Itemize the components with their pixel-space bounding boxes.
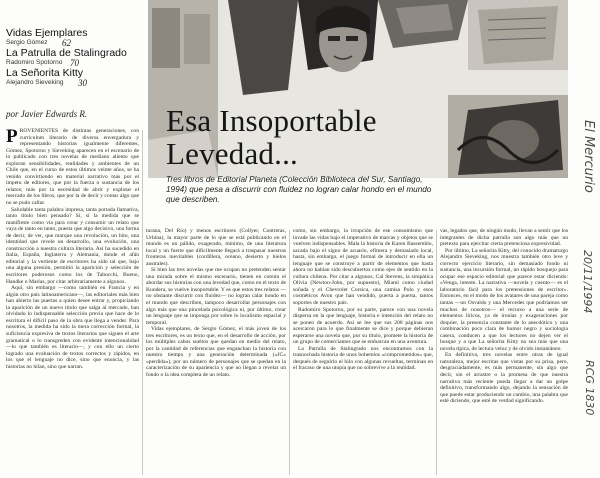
article-column-1 [6,128,139,475]
margin-code: RCG 1830 [583,360,596,416]
drop-cap: P [6,128,18,147]
handwritten-price: 70 [70,58,79,68]
article-headline [166,104,377,170]
paragraph: Aquí, sin embargo —como también en Francia y en algún otro país latinoamericano—, las editoriales más bien han abierto las puertas a quien desee entrar y, propiciando la aparición de un nuevo titulo que salga al mercado, han olvidado lo indispensable selección previa que hace de lo escritura el difícil paso de la obra que llega a vender. Para nosotros, la medida ha sido la mera corrección formal, la suficiencia expresiva de textos literarios que siguen el arte gramatical o lo transgreden con evidente intencionalidad —lo que también es literario—, y con ello un cierto logrado una evaluación de textos correctos y rápidos, en los que el lenguaje no dice, sino que enuncia, y las historias no hilan, sino que narran. [6,285,139,370]
book-title: La Patrulla de Stalingrado [6,47,127,59]
paragraph: ROVENIENTES de distintas generaciones, con curriculum literario de diversa envergadura y representando historias igualmente diferentes, Gómez, Spotorno y Sieveking aparecen en el escenario de lo publicado con tres novelas de mediano aliento que exploran sensibilidades, realidades y ambientes de un Chile que, en el curso de estos últimos veinte años, se ha venido convirtiendo en material narrativo más por el impetu de editores, que por la fuerza o sustancia de los relatos; más por la necesidad de abrir y explotar el mercado de los libros, que por la de decir y contar algo que no se pudo callar. [6,128,139,207]
book-list [6,27,127,88]
handwritten-price: 62 [62,38,71,48]
paragraph: Si bien las tres novelas que me ocupan no pretenden sentar una mirada sobre el mismo escenario, tienen en común el abordar sus historias con una levedad que, como en el texto de Kundera, se vuelve insoportable. Y es que estos tres relatos —no obstante discurrir con fluidez— no logran calar hondo en el mundo que describen, tampoco desarrollar personajes con algo más que una pincelada psicológica ni, por último, crear un lenguaje que se imponga por sobre lo localismo espacial y temporal. [146,267,286,326]
book-entry [6,47,127,68]
column-rule [289,230,290,475]
margin-newspaper-name: El Mercurio [581,120,596,193]
book-author: Sergio Gómez [6,39,48,46]
paragraph: Por último, La señorita Kitty, del conocido dramaturgo Alejandro Sieveking, nos muestra también otro leve y correcto ejercicio literario, sin demasiado fondo ni sustancia, una incursión formal, un rápido bosquejo para ocupar ese espacio editorial que parece estar diciendo: «Venga, intente. La narrativa —novela y cuento— es el laboratorio fácil para los pretensiones de escritor». Entonces, en el modo de los avatares de una pareja como tantas —un Osvaldo y una Mercedes que podríamos ser muchos de nosotros— el recurso a una serie de elementos líricos, ya de ironías y exageraciones por doquier, la presencia constante de lo anecdótico y una combinación poco clara de humor negro y sociología casera, conducen a que los lectores no dejen ver el bosque y a que La señorita Kitty no sea más que una novela típica, de lectura veloz y de olvido instantáneo. [440,247,568,352]
column-rule [436,230,437,475]
book-entry [6,68,114,87]
paragraph: En definitiva, tres novelas entre otras de igual naturaleza, mejor escritas que vistas por su prisa, pero, desgraciadamente, es más permanente, sin algo que decir, sin el arrastre o la promesa de que nuestra narrativa más reciente pueda llegar a dar un golpe definitivo, transformando algo, dejando la sensación de que puede estar produciendo un cambio, una palabra que esté diciendo, que esté de verdad significando. [440,352,568,405]
article-subhead: Tres libros de Editorial Planeta (Colección Biblioteca del Sur, Santiago, 1994) que pesa a discurrir con fluidez no logran calar hondo en el mundo que describen. [166,175,432,204]
margin-date: 20/11/1994 [581,250,594,314]
book-title: Vidas Ejemplares [6,27,88,39]
paragraph: turana, Del Río) y menos escritores (Collyer, Contreras, Urbina), la mayor parte de lo que se está publicando en el mundo es un pálido, exagerado, mínimo, de una literatura local y un fuerte que dificilmente llegará a traspasar nuestras fronteras inevitables (cordillera, océano, desierto y hielos australes). [146,228,286,267]
headline-line-1: Esa Insoportable [166,103,377,138]
book-entry [6,28,114,47]
column-rule [142,130,143,475]
byline: por Javier Edwards R. [6,109,88,119]
paragraph: Saludable tanta palabra impresa, tanta portada llamativa, tanto titulo bien pensado? Sí, si la medida que se manifieste como via para crear y consumir un relato que vaya de tanto en tanto, puesta que algo decisivo, una forma de decir, de ver, que marque una revolución, un hito, una identidad que revele un desarrollo, una evolución, una construcción a nuestra cultura literaria. Así ha sucedido en Italia, España, Inglaterra y Alemania, donde el afán editorial y la vertiente de escritores ha sido tal que, bajo una alguna presión, permitió la aparición y selección de escritores poderosos como los de Tabucchi, Bueno, Handke o Marías, por citar arbitrariamente a algunos. [6,206,139,285]
paragraph: La Patrulla de Stalingrado nos encontramos con la trasnochada historia de unos bohemios «comprometidos» que, después de seguirlo el hilo con algunas revueltas, terminan en el fracaso de una utopía que no sobrevive a la realidad. [293,345,433,372]
paragraph: Radomiro Spotorno, por su parte, parece con una novela dispersa en la que lenguaje, historia e intención del relato no se ponen de acuerdo. Así se lee que sus 208 páginas nos acercaron para lo que finalmente se dice y porque debieran esperarse una novela que, por su título, promete la historia de un grupo de comerciantes que se embarcan en una aventura. [293,306,433,346]
paragraph: como, sin embargo, la irrupción de ese consumismo que invade las vidas bajo el imperativo de marcas y objetos que se vuelven indispensables. Mala la historia de Karen Bassemblo, sacada bajo el signo de acuario, efímera y demasiado local, hasta, sin embargo, el juego formal de introducir en ella un lenguaje que se construye a partir de elementos que hasta ahora no habían sido descubiertos como ejes de sentido en la cultura chilena. Por citar a algunos, Cal Stevens, la simpática Olivia (Newton-John, por supuesto), Miami como ciudad soñada y el Chevrolet Corsica, una camisa Polo y esos cosméticos Avon que han vendido, puerta a puerta, tantos soportes de nuestro país. [293,228,433,307]
book-author: Radomiro Spotorno [6,59,63,66]
article-column-2 [146,228,286,475]
headline-line-2: Levedad... [166,136,298,171]
book-author: Alejandro Sieveking [6,79,64,86]
book-title: La Señorita Kitty [6,67,84,79]
paragraph: Vidas ejemplares, de Sergio Gómez, el más joven de los tres escritores, es un texto que, en el desarrollo de acción, por los múltiples cabos sueltos que quedan en medio del relato, por la cantidad de referencias que enganchan la historia con nuestro tiempo y una generación determinada («JC» «perdida»), por un número de personajes que se quedan en la caracterización de su apariencia y que no llegan a revelar un fondo o la idea completa de un relato. [146,326,286,379]
article-column-4 [440,228,568,475]
handwritten-price: 30 [78,78,87,88]
article-column-3 [293,228,433,475]
paragraph: vas, legados que, de ningún modo, llevan a sentir que los integrantes de dicha patrulla son algo más que un pretexto para ejercitar cierta pretenciosa expresividad. [440,228,568,248]
